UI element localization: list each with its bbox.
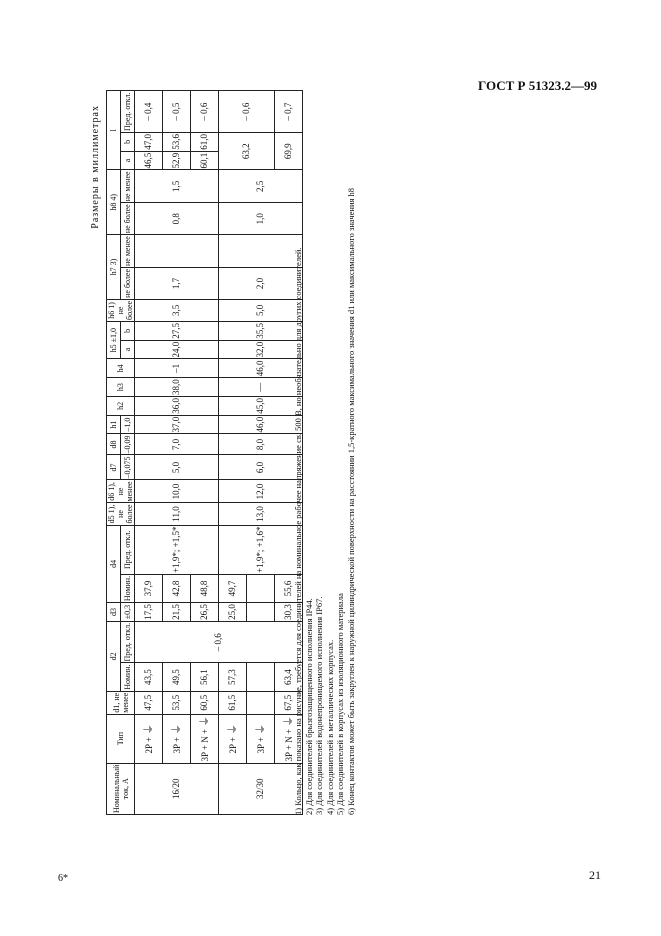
- cell: 26,5: [191, 603, 219, 622]
- footnote: 1) Кольцо, как показано на рисунке, требуется для соединителей на номинальное рабочее напряжение св. 500 В, но необязательно для других соединителей.: [293, 247, 303, 815]
- cell: +1,9*; +1,5*: [135, 525, 219, 574]
- d2-tol: Пред. откл.: [121, 621, 135, 663]
- cell: 55,6: [275, 574, 303, 602]
- col-h4: h4: [107, 359, 135, 378]
- cell: 47,5: [135, 691, 163, 714]
- page-number: 21: [589, 868, 601, 882]
- col-h3: h3: [107, 378, 135, 397]
- cell: 46,0: [219, 415, 303, 434]
- cell: 17,5: [135, 603, 163, 622]
- col-d4: d4: [107, 525, 121, 603]
- cell: 47,0: [135, 132, 163, 151]
- footnote: 5) Для соединителей в корпусах из изоляционного материала: [335, 593, 345, 815]
- cell: —: [219, 378, 303, 397]
- table-row: [135, 91, 163, 815]
- cell: 30,3: [275, 603, 303, 622]
- cell: 37,9: [135, 574, 163, 602]
- d7-tol: –0,075: [121, 455, 135, 480]
- cell: – 0,5: [163, 91, 191, 133]
- cell: [219, 235, 303, 268]
- footnote: 3) Для соединителей водонепроницаемого исполнения IP67.: [314, 596, 324, 815]
- footnote: 6) Конец контактов может быть закруглен к наружной цилиндрической поверхности на расстоянии 1,5-кратного максимального значения d1 или максимального значения h8: [345, 187, 356, 815]
- col-d6: d6 1), не менее: [107, 481, 134, 502]
- cell: 12,0: [219, 480, 303, 503]
- col-d7: d7: [107, 455, 121, 480]
- col-h6: h6 1) не более: [107, 300, 134, 320]
- nominal-current-cell: 16/20: [135, 763, 219, 814]
- h8-min: не менее: [121, 170, 135, 203]
- cell: – 0,6: [191, 91, 219, 133]
- cell: 57,3: [219, 663, 247, 691]
- nominal-current-cell: 32/30: [219, 763, 303, 814]
- cell: 38,0: [135, 378, 219, 397]
- cell: 5,0: [219, 299, 303, 321]
- cell: 45,0: [219, 396, 303, 415]
- type-cell: 3P + ⏚: [163, 714, 191, 763]
- cell: 8,0: [219, 434, 303, 455]
- dimensions-table: [106, 90, 303, 815]
- cell: 42,8: [163, 574, 191, 602]
- cell: 46,0: [219, 359, 303, 378]
- h1-tol: –1,0: [121, 415, 135, 434]
- earth-ground-icon: ⏚: [225, 723, 239, 735]
- type-cell: 3P + N + ⏚: [275, 714, 303, 763]
- col-type: Тип: [107, 714, 135, 763]
- cell: 56,1: [191, 663, 219, 691]
- d8-tol: –0,09: [121, 434, 135, 455]
- earth-ground-icon: ⏚: [141, 723, 155, 735]
- type-cell: 3P + ⏚: [247, 714, 275, 763]
- cell: 2,0: [219, 268, 303, 300]
- col-d1: d1, не менее: [107, 691, 135, 714]
- cell: – 0,7: [275, 91, 303, 133]
- cell: 24,0: [135, 340, 219, 359]
- cell: 1,5: [135, 170, 219, 203]
- col-h1: h1: [107, 415, 121, 434]
- corner-mark: 6*: [58, 873, 68, 884]
- h5-a: а: [121, 340, 135, 359]
- cell: 61,0: [191, 132, 219, 151]
- col-h2: h2: [107, 396, 135, 415]
- cell: 2,5: [219, 170, 303, 203]
- cell: 21,5: [163, 603, 191, 622]
- cell: 43,5: [135, 663, 163, 691]
- cell: 25,0: [219, 603, 247, 622]
- h7-min: не менее: [121, 235, 135, 268]
- table-row: [219, 91, 247, 815]
- type-cell: 3P + N + ⏚: [191, 714, 219, 763]
- cell: 37,0: [135, 415, 219, 434]
- cell: 60,1: [191, 151, 219, 170]
- cell: [247, 574, 275, 602]
- col-h5: h5 ±1,0: [107, 321, 121, 359]
- cell: 13,0: [219, 503, 303, 525]
- earth-ground-icon: ⏚: [197, 715, 211, 727]
- cell: 60,5: [191, 691, 219, 714]
- type-cell: 2P + ⏚: [135, 714, 163, 763]
- col-d5: d5 1), не более: [107, 504, 134, 524]
- cell: 63,2: [219, 132, 275, 170]
- cell: 0,8: [135, 203, 219, 235]
- cell: [247, 663, 275, 691]
- cell: 49,5: [163, 663, 191, 691]
- cell: 10,0: [135, 480, 219, 503]
- cell: 27,5: [135, 321, 219, 340]
- cell: [247, 691, 275, 714]
- cell: 3,5: [135, 299, 219, 321]
- h8-max: не более: [121, 203, 135, 235]
- d3-tol: ±0,3: [121, 603, 135, 622]
- cell: – 0,6: [219, 91, 275, 133]
- col-d2: d2: [107, 621, 121, 691]
- l-tol: Пред. откл.: [121, 91, 135, 133]
- l-a: а: [121, 151, 135, 170]
- cell: 63,4: [275, 663, 303, 691]
- l-b: b: [121, 132, 135, 151]
- table-header-row: [107, 91, 121, 815]
- type-cell: 2P + ⏚: [219, 714, 247, 763]
- cell: 53,5: [163, 691, 191, 714]
- rotated-table-block: [88, 92, 370, 815]
- col-h8: h8 4): [107, 170, 121, 235]
- cell: 32,0: [219, 340, 303, 359]
- d2-nom: Номин.: [121, 663, 135, 691]
- cell: 53,6: [163, 132, 191, 151]
- cell: 35,5: [219, 321, 303, 340]
- cell: 49,7: [219, 574, 247, 602]
- units-caption: Размеры в миллиметрах: [90, 105, 101, 229]
- earth-ground-icon: ⏚: [253, 723, 267, 735]
- cell: 36,0: [135, 396, 219, 415]
- cell: [247, 603, 275, 622]
- cell: 52,9: [163, 151, 191, 170]
- col-l: l: [107, 91, 121, 170]
- document-header: ГОСТ Р 51323.2—99: [478, 78, 597, 93]
- col-d3: d3: [107, 603, 121, 622]
- col-nominal-current: Номинальный ток, А: [107, 763, 135, 814]
- cell: 7,0: [135, 434, 219, 455]
- cell: 5,0: [135, 455, 219, 480]
- d4-tol: Пред. откл.: [121, 525, 135, 574]
- cell: –1: [135, 359, 219, 378]
- cell: 61,5: [219, 691, 247, 714]
- cell: – 0,6: [135, 621, 303, 663]
- cell: 46,5: [135, 151, 163, 170]
- cell: 11,0: [135, 503, 219, 525]
- cell: – 0,4: [135, 91, 163, 133]
- h5-b: b: [121, 321, 135, 340]
- d4-nom: Номин.: [121, 574, 135, 602]
- cell: 6,0: [219, 455, 303, 480]
- col-d8: d8: [107, 434, 121, 455]
- cell: +1,9*; +1,6*: [219, 525, 303, 574]
- col-h7: h7 3): [107, 235, 121, 300]
- footnote: 2) Для соединителей брызгозащищенного исполнения IP44.: [303, 598, 314, 815]
- footnotes: [293, 115, 356, 815]
- earth-ground-icon: ⏚: [281, 715, 295, 727]
- earth-ground-icon: ⏚: [169, 723, 183, 735]
- cell: [135, 235, 219, 268]
- footnote: 4) Для соединителей в металлических корпусах.: [324, 639, 335, 815]
- cell: 67,5: [275, 691, 303, 714]
- cell: 1,0: [219, 203, 303, 235]
- h7-max: не более: [121, 268, 135, 300]
- cell: 69,9: [275, 132, 303, 170]
- cell: 48,8: [191, 574, 219, 602]
- cell: 1,7: [135, 268, 219, 300]
